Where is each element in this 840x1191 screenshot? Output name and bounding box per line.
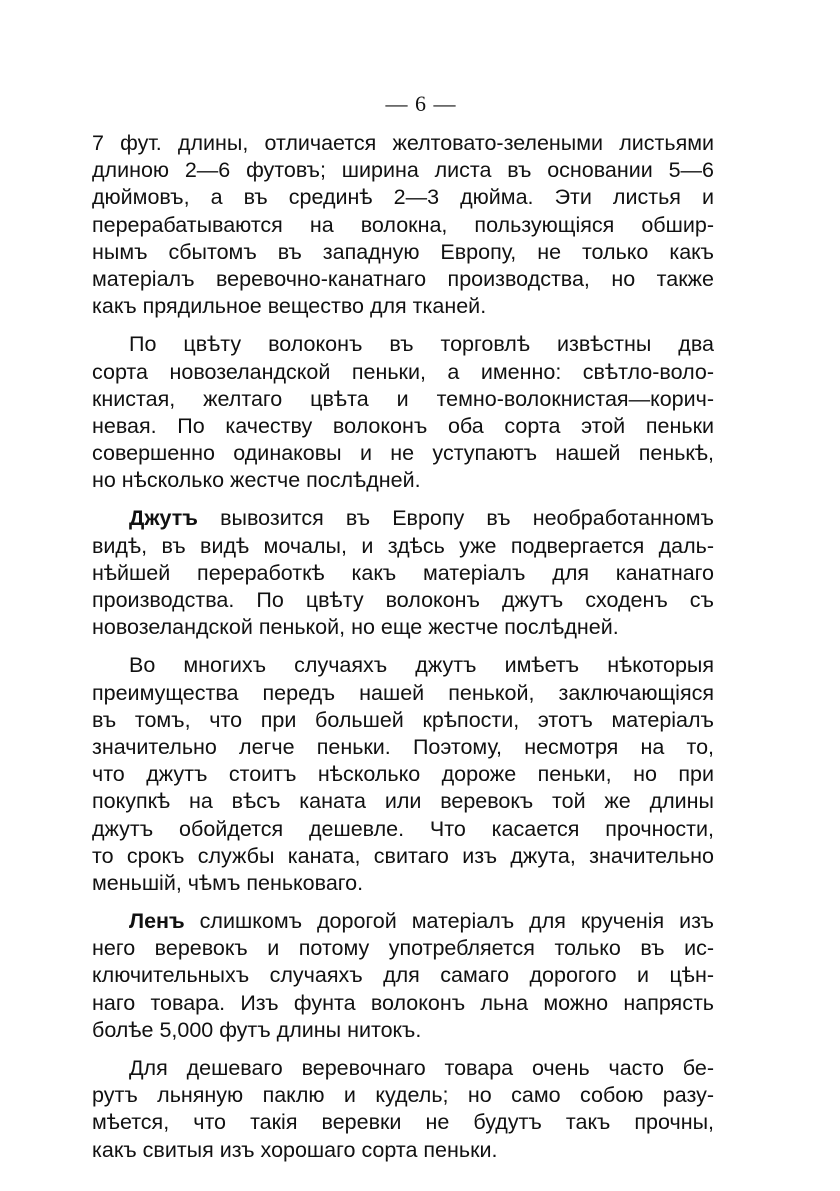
text-line: новозеландской пенькой, но еще жестче послѣдней. bbox=[92, 615, 619, 640]
paragraph-1 bbox=[92, 130, 714, 320]
text-line: нымъ сбытомъ въ западную Европу, не только какъ bbox=[92, 239, 714, 264]
text-line: болѣе 5,000 футъ длины нитокъ. bbox=[92, 1017, 422, 1042]
text-line: джутъ обойдется дешевле. Что касается прочности, bbox=[92, 816, 714, 841]
text-line: но нѣсколько жестче послѣдней. bbox=[92, 468, 421, 493]
paragraph-3 bbox=[92, 505, 714, 641]
text-line: книстая, желтаго цвѣта и темно-волокнистая—корич- bbox=[92, 386, 714, 411]
paragraph-2 bbox=[92, 331, 714, 494]
text-line: 7 фут. длины, отличается желтовато-зелеными листьями bbox=[92, 131, 714, 155]
text-line: него веревокъ и потому употребляется только въ ис- bbox=[92, 936, 714, 961]
text-line: длиною 2—6 футовъ; ширина листа въ основании 5—6 bbox=[92, 158, 714, 183]
text-line: По цвѣту волоконъ въ торговлѣ извѣстны два bbox=[129, 332, 714, 357]
text-line bbox=[92, 505, 714, 532]
text-line: то срокъ службы каната, свитаго изъ джута, значительно bbox=[92, 843, 714, 868]
paragraph-6 bbox=[92, 1055, 714, 1164]
text-segment: слишкомъ дорогой матеріалъ для крученія изъ bbox=[184, 909, 714, 934]
lead-term: Джутъ bbox=[129, 506, 198, 531]
text-line: какъ прядильное вещество для тканей. bbox=[92, 294, 487, 319]
document-page bbox=[92, 90, 714, 1164]
text-segment: вывозится въ Европу въ необработанномъ bbox=[197, 506, 714, 531]
text-line: что джутъ стоитъ нѣсколько дороже пеньки, но при bbox=[92, 762, 714, 787]
text-line: меньшій, чѣмъ пеньковаго. bbox=[92, 870, 364, 895]
text-line: какъ свитыя изъ хорошаго сорта пеньки. bbox=[92, 1137, 498, 1162]
text-line: матеріалъ веревочно-канатнаго производства, но также bbox=[92, 266, 714, 291]
paragraph-5 bbox=[92, 908, 714, 1044]
text-line: покупкѣ на вѣсъ каната или веревокъ той же длины bbox=[92, 789, 714, 814]
text-line: рутъ льняную паклю и кудель; но само собою разу- bbox=[92, 1083, 714, 1108]
page-number: — 6 — bbox=[385, 91, 457, 116]
text-line: Во многихъ случаяхъ джутъ имѣетъ нѣкоторыя bbox=[129, 653, 714, 678]
text-line: значительно легче пеньки. Поэтому, несмотря на то, bbox=[92, 734, 714, 759]
paragraph-4 bbox=[92, 652, 714, 897]
text-line: въ томъ, что при большей крѣпости, этотъ матеріалъ bbox=[92, 707, 714, 732]
text-line: наго товара. Изъ фунта волоконъ льна можно напрясть bbox=[92, 990, 714, 1015]
text-line: производства. По цвѣту волоконъ джутъ сходенъ съ bbox=[92, 588, 714, 612]
text-line: невая. По качеству волоконъ оба сорта этой пеньки bbox=[92, 413, 714, 438]
text-line: нѣйшей переработкѣ какъ матеріалъ для канатнаго bbox=[92, 560, 714, 585]
text-line: совершенно одинаковы и не уступаютъ нашей пенькѣ, bbox=[92, 441, 714, 466]
text-line: сорта новозеландской пеньки, а именно: свѣтло-воло- bbox=[92, 359, 714, 384]
text-line: видѣ, въ видѣ мочалы, и здѣсь уже подвергается даль- bbox=[92, 533, 714, 558]
text-line: ключительныхъ случаяхъ для самаго дорогого и цѣн- bbox=[92, 963, 714, 988]
text-line: преимущества передъ нашей пенькой, заключающіяся bbox=[92, 680, 714, 705]
lead-term: Ленъ bbox=[129, 909, 185, 934]
text-line: Для дешеваго веревочнаго товара очень часто бе- bbox=[129, 1056, 714, 1080]
text-line: мѣется, что такія веревки не будутъ такъ прочны, bbox=[92, 1110, 714, 1135]
text-line: дюймовъ, а въ срединѣ 2—3 дюйма. Эти листья и bbox=[92, 185, 714, 210]
text-line: перерабатываются на волокна, пользующіяся обшир- bbox=[92, 212, 714, 237]
text-line bbox=[92, 908, 714, 935]
